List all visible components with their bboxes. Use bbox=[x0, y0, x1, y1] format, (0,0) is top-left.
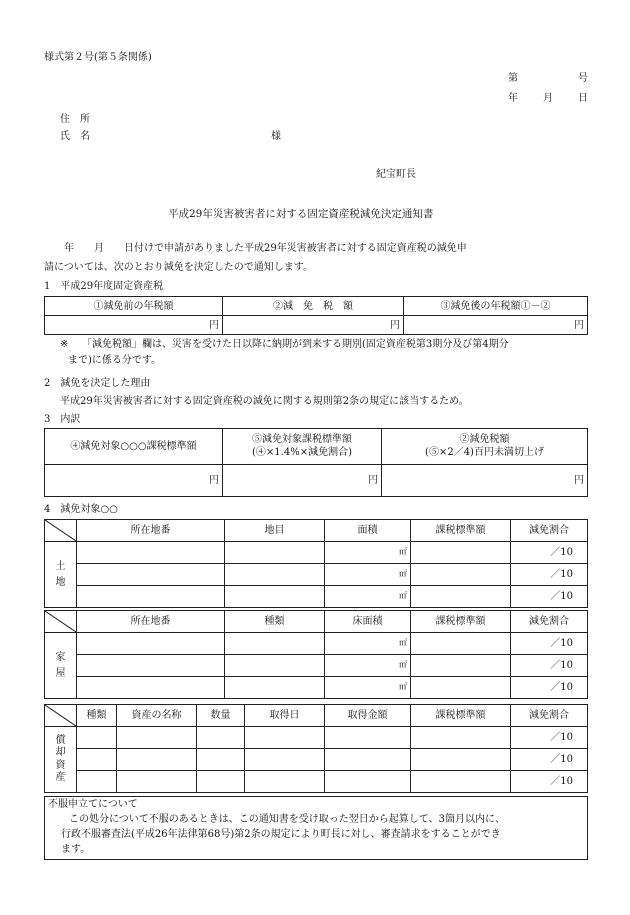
date-day: 日 bbox=[578, 93, 588, 104]
land-location-cell bbox=[77, 586, 225, 608]
document-title: 平成29年災害被害者に対する固定資産税減免決定通知書 bbox=[168, 208, 434, 220]
asset-header-acquired-amount: 取得金額 bbox=[325, 705, 411, 727]
section-3-heading: 3 内訳 bbox=[44, 414, 81, 425]
land-tax-base-cell bbox=[411, 586, 511, 608]
house-type-cell bbox=[225, 677, 325, 699]
note-line-1: 「減免税額」欄は、災害を受けた日以降に納期が到来する期別(固定資産税第3期分及び第4期分 bbox=[82, 339, 509, 350]
land-header-area: 面積 bbox=[325, 520, 411, 542]
asset-tax-base-cell bbox=[411, 749, 511, 771]
land-tax-base-cell bbox=[411, 564, 511, 586]
house-type-cell bbox=[225, 655, 325, 677]
date-month: 月 bbox=[543, 93, 553, 104]
asset-name-cell bbox=[117, 727, 197, 749]
asset-quantity-cell bbox=[197, 727, 245, 749]
asset-tax-base-cell bbox=[411, 771, 511, 793]
header-target-base-line1: ⑤減免対象課税標準額 bbox=[252, 434, 352, 445]
tax-after-cell: 円 bbox=[404, 316, 588, 335]
house-row bbox=[45, 677, 588, 699]
asset-header-acquired-date: 取得日 bbox=[245, 705, 325, 727]
asset-label: 償却資産 bbox=[45, 727, 77, 793]
asset-quantity-cell bbox=[197, 771, 245, 793]
asset-amount-cell bbox=[325, 771, 411, 793]
asset-quantity-cell bbox=[197, 749, 245, 771]
issuer: 紀宝町長 bbox=[376, 169, 416, 180]
land-ratio-cell: ／10 bbox=[511, 564, 588, 586]
header-tax-before: ①減免前の年税額 bbox=[45, 297, 223, 316]
land-ratio-cell: ／10 bbox=[511, 542, 588, 564]
reduction-amount-cell: 円 bbox=[223, 316, 404, 335]
land-category-cell bbox=[225, 586, 325, 608]
honorific: 様 bbox=[271, 131, 281, 142]
house-header-tax-base: 課税標準額 bbox=[411, 611, 511, 633]
doc-number-suffix: 号 bbox=[578, 73, 588, 84]
asset-row bbox=[45, 749, 588, 771]
house-header-type: 種類 bbox=[225, 611, 325, 633]
house-location-cell bbox=[77, 655, 225, 677]
house-row bbox=[45, 655, 588, 677]
header-tax-after: ③減免後の年税額①－② bbox=[404, 297, 588, 316]
asset-type-cell bbox=[77, 771, 117, 793]
breakdown-table bbox=[44, 428, 588, 497]
date-year: 年 bbox=[508, 93, 518, 104]
house-area-cell: ㎡ bbox=[325, 655, 411, 677]
land-area-cell: ㎡ bbox=[325, 564, 411, 586]
header-reduction-amount: ②減 免 税 額 bbox=[223, 297, 404, 316]
header-reduction-tax bbox=[382, 429, 588, 465]
land-corner-cell bbox=[45, 520, 77, 542]
appeal-line-1: この処分について不服のあるときは、この通知書を受け取った翌日から起算して、3箇月以内に、 bbox=[69, 814, 505, 825]
depreciable-assets-table bbox=[44, 704, 588, 793]
land-row bbox=[45, 586, 588, 608]
land-location-cell bbox=[77, 542, 225, 564]
asset-ratio-cell: ／10 bbox=[511, 727, 588, 749]
house-header-ratio: 減免割合 bbox=[511, 611, 588, 633]
section-1-heading: 1 平成29年度固定資産税 bbox=[44, 281, 164, 292]
house-ratio-cell: ／10 bbox=[511, 633, 588, 655]
land-header-tax-base: 課税標準額 bbox=[411, 520, 511, 542]
asset-corner-cell bbox=[45, 705, 77, 727]
land-category-cell bbox=[225, 564, 325, 586]
land-table bbox=[44, 519, 588, 608]
asset-name-cell bbox=[117, 771, 197, 793]
house-header-floor-area: 床面積 bbox=[325, 611, 411, 633]
house-ratio-cell: ／10 bbox=[511, 677, 588, 699]
tax-before-cell: 円 bbox=[45, 316, 223, 335]
address-label: 住 所 bbox=[60, 114, 90, 125]
asset-amount-cell bbox=[325, 727, 411, 749]
reduction-tax-cell: 円 bbox=[382, 465, 588, 497]
header-target-base-line2: (④×1.4%×減免割合) bbox=[252, 446, 352, 458]
section-2-heading: 2 減免を決定した理由 bbox=[44, 378, 151, 389]
house-location-cell bbox=[77, 633, 225, 655]
land-header-location: 所在地番 bbox=[77, 520, 225, 542]
header-base-amount: ④減免対象○○○課税標準額 bbox=[45, 429, 223, 465]
house-tax-base-cell bbox=[411, 633, 511, 655]
house-corner-cell bbox=[45, 611, 77, 633]
house-area-cell: ㎡ bbox=[325, 633, 411, 655]
appeal-line-2: 行政不服審査法(平成26年法律第68号)第2条の規定により町長に対し、審査請求をすることができ bbox=[61, 829, 501, 840]
house-tax-base-cell bbox=[411, 655, 511, 677]
house-type-cell bbox=[225, 633, 325, 655]
land-label: 土地 bbox=[45, 542, 77, 608]
land-category-cell bbox=[225, 542, 325, 564]
header-reduction-tax-line1: ②減免税額 bbox=[459, 434, 510, 445]
asset-row bbox=[45, 771, 588, 793]
section-2-body: 平成29年災害被害者に対する固定資産税の減免に関する規則第2条の規定に該当するため。 bbox=[60, 396, 469, 407]
intro-line-1: 年 月 日付けで申請がありました平成29年災害被害者に対する固定資産税の減免申 bbox=[44, 243, 467, 254]
intro-line-2: 請については、次のとおり減免を決定したので通知します。 bbox=[44, 262, 313, 273]
header-reduction-tax-line2: (⑤×2／4)百円未満切上げ bbox=[425, 446, 544, 458]
house-header-location: 所在地番 bbox=[77, 611, 225, 633]
asset-amount-cell bbox=[325, 749, 411, 771]
target-base-cell: 円 bbox=[223, 465, 382, 497]
land-tax-base-cell bbox=[411, 542, 511, 564]
appeal-heading: 不服申立てについて bbox=[48, 799, 138, 810]
house-row bbox=[45, 633, 588, 655]
land-area-cell: ㎡ bbox=[325, 542, 411, 564]
asset-header-name: 資産の名称 bbox=[117, 705, 197, 727]
asset-header-quantity: 数量 bbox=[197, 705, 245, 727]
section-4-heading: 4 減免対象○○ bbox=[44, 504, 118, 515]
land-location-cell bbox=[77, 564, 225, 586]
asset-date-cell bbox=[245, 771, 325, 793]
note-mark: ※ bbox=[60, 339, 69, 350]
asset-type-cell bbox=[77, 749, 117, 771]
land-ratio-cell: ／10 bbox=[511, 586, 588, 608]
note-line-2: まで)に係る分です。 bbox=[68, 355, 162, 366]
house-label: 家屋 bbox=[45, 633, 77, 699]
asset-header-tax-base: 課税標準額 bbox=[411, 705, 511, 727]
appeal-line-3: ます。 bbox=[61, 844, 91, 855]
asset-type-cell bbox=[77, 727, 117, 749]
asset-ratio-cell: ／10 bbox=[511, 749, 588, 771]
asset-row bbox=[45, 727, 588, 749]
base-amount-cell: 円 bbox=[45, 465, 223, 497]
land-row bbox=[45, 564, 588, 586]
house-table bbox=[44, 610, 588, 699]
asset-header-type: 種類 bbox=[77, 705, 117, 727]
form-number: 様式第２号(第５条関係) bbox=[44, 52, 152, 63]
annual-tax-table bbox=[44, 296, 588, 335]
asset-header-ratio: 減免割合 bbox=[511, 705, 588, 727]
land-header-category: 地目 bbox=[225, 520, 325, 542]
asset-date-cell bbox=[245, 727, 325, 749]
asset-date-cell bbox=[245, 749, 325, 771]
land-area-cell: ㎡ bbox=[325, 586, 411, 608]
name-label: 氏 名 bbox=[60, 131, 90, 142]
asset-ratio-cell: ／10 bbox=[511, 771, 588, 793]
house-area-cell: ㎡ bbox=[325, 677, 411, 699]
house-location-cell bbox=[77, 677, 225, 699]
land-row bbox=[45, 542, 588, 564]
asset-tax-base-cell bbox=[411, 727, 511, 749]
asset-name-cell bbox=[117, 749, 197, 771]
land-header-ratio: 減免割合 bbox=[511, 520, 588, 542]
house-tax-base-cell bbox=[411, 677, 511, 699]
doc-number-prefix: 第 bbox=[508, 73, 518, 84]
header-target-base bbox=[223, 429, 382, 465]
appeal-box bbox=[44, 796, 588, 860]
house-ratio-cell: ／10 bbox=[511, 655, 588, 677]
